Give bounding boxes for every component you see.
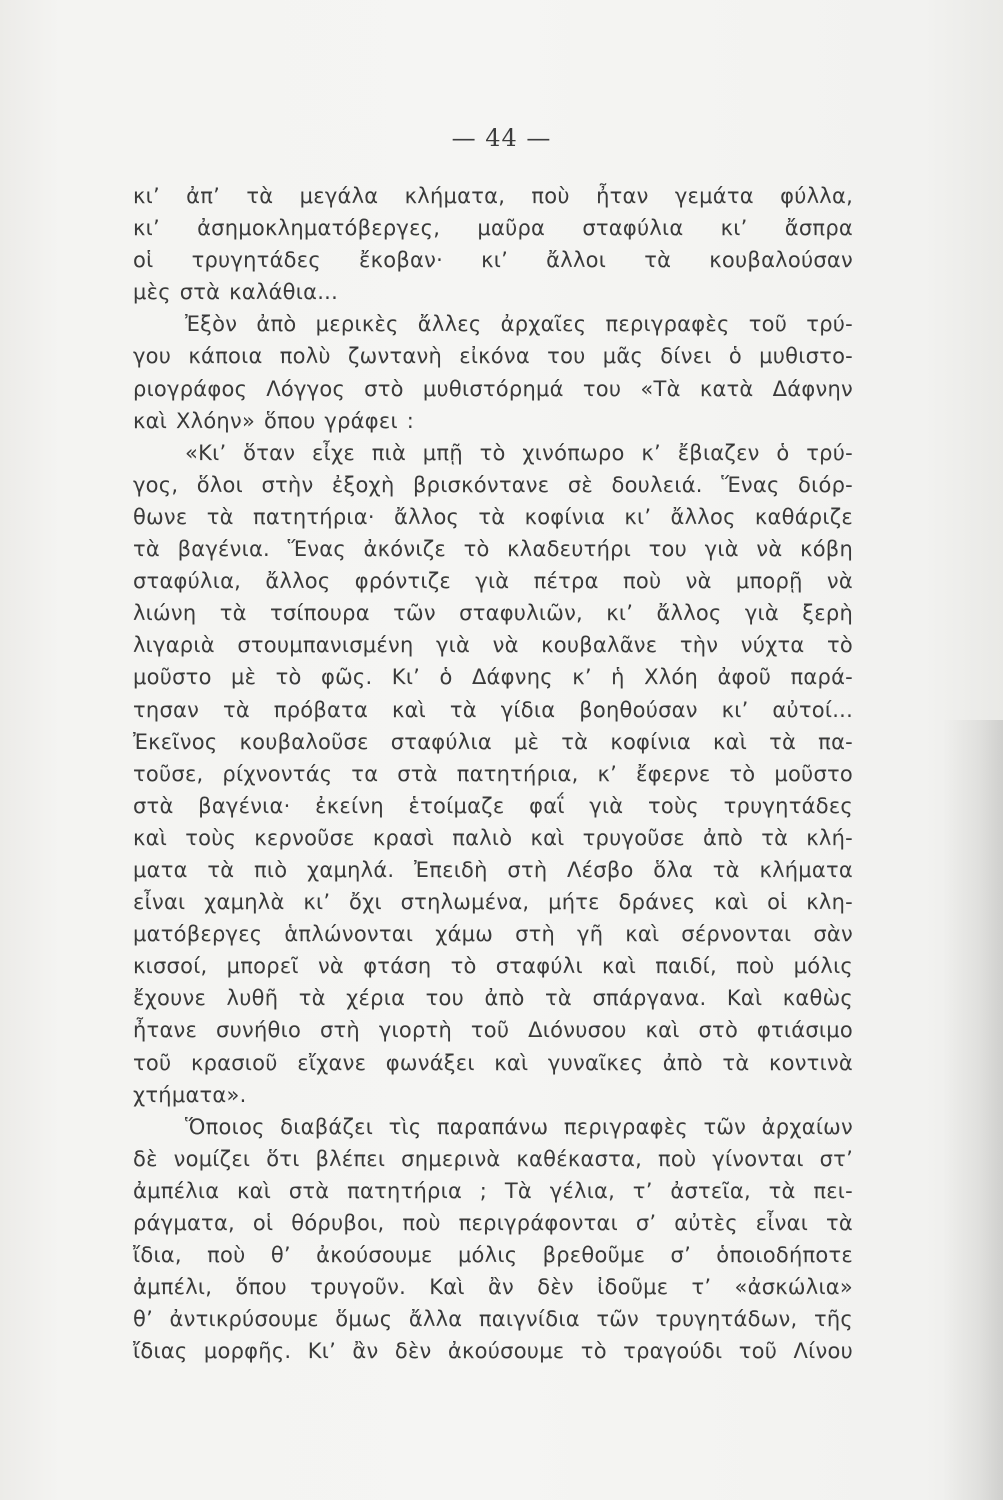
text-line: δὲ νομίζει ὅτι βλέπει σημερινὰ καθέκαστα, ποὺ γίνονται στ’ <box>133 1146 853 1171</box>
text-line: τοῦ κρασιοῦ εἴχανε φωνάξει καὶ γυναῖκες ἀπὸ τὰ κοντινὰ <box>133 1050 853 1075</box>
page-edge-shadow <box>943 720 1003 1500</box>
text-line: ριογράφος Λόγγος στὸ μυθιστόρημά του «Τὰ κατὰ Δάφνην <box>133 376 853 401</box>
text-line: Ὅποιος διαβάζει τὶς παραπάνω περιγραφὲς τῶν ἀρχαίων <box>185 1114 853 1139</box>
text-line: ματόβεργες ἁπλώνονται χάμω στὴ γῆ καὶ σέρνονται σὰν <box>133 922 853 947</box>
text-line: στὰ βαγένια· ἐκείνη ἑτοίμαζε φαΐ γιὰ τοὺς τρυγητάδες <box>133 793 853 818</box>
text-line: καὶ Χλόην» ὅπου γράφει : <box>133 408 415 433</box>
text-line: γος, ὅλοι στὴν ἐξοχὴ βρισκόντανε σὲ δουλειά. Ἕνας διόρ- <box>133 472 853 497</box>
text-line: χτήματα». <box>133 1082 247 1107</box>
text-line: λιγαριὰ στουμπανισμένη γιὰ νὰ κουβαλᾶνε τὴν νύχτα τὸ <box>133 633 853 658</box>
text-line: ἀμπέλι, ὅπου τρυγοῦν. Καὶ ἂν δὲν ἰδοῦμε τ’ «ἀσκώλια» <box>133 1275 853 1300</box>
text-line: λιώνη τὰ τσίπουρα τῶν σταφυλιῶν, κι’ ἄλλος γιὰ ξερὴ <box>133 601 853 626</box>
text-line: ἴδια, ποὺ θ’ ἀκούσουμε μόλις βρεθοῦμε σ’ ὁποιοδήποτε <box>133 1243 853 1268</box>
text-line: εἶναι χαμηλὰ κι’ ὄχι στηλωμένα, μήτε δράνες καὶ οἱ κλη- <box>133 890 853 915</box>
text-line: ἦτανε συνήθιο στὴ γιορτὴ τοῦ Διόνυσου καὶ στὸ φτιάσιμο <box>133 1018 853 1043</box>
text-line: ματα τὰ πιὸ χαμηλά. Ἐπειδὴ στὴ Λέσβο ὅλα τὰ κλήματα <box>133 857 853 882</box>
text-line: μὲς στὰ καλάθια... <box>133 280 338 305</box>
text-line: μοῦστο μὲ τὸ φῶς. Κι’ ὁ Δάφνης κ’ ἡ Χλόη ἀφοῦ παρά- <box>133 665 853 690</box>
body-text <box>133 180 853 1367</box>
text-line: Ἐξὸν ἀπὸ μερικὲς ἄλλες ἀρχαῖες περιγραφὲς τοῦ τρύ- <box>185 312 853 337</box>
text-line: τὰ βαγένια. Ἕνας ἀκόνιζε τὸ κλαδευτήρι του γιὰ νὰ κόβη <box>133 537 853 562</box>
text-line: σταφύλια, ἄλλος φρόντιζε γιὰ πέτρα ποὺ νὰ μπορῇ νὰ <box>133 569 853 594</box>
text-line: ἀμπέλια καὶ στὰ πατητήρια ; Τὰ γέλια, τ’ ἀστεῖα, τὰ πει- <box>133 1178 853 1203</box>
page-number: — 44 — <box>451 124 552 152</box>
text-line: θ’ ἀντικρύσουμε ὅμως ἄλλα παιγνίδια τῶν τρυγητάδων, τῆς <box>133 1307 853 1332</box>
text-line: κι’ ἀσημοκληματόβεργες, μαῦρα σταφύλια κι’ ἄσπρα <box>133 216 853 241</box>
text-line: θωνε τὰ πατητήρια· ἄλλος τὰ κοφίνια κι’ ἄλλος καθάριζε <box>133 504 853 529</box>
text-line: οἱ τρυγητάδες ἔκοβαν· κι’ ἄλλοι τὰ κουβαλούσαν <box>133 248 853 273</box>
text-line: ἴδιας μορφῆς. Κι’ ἂν δὲν ἀκούσουμε τὸ τραγούδι τοῦ Λίνου <box>133 1339 853 1364</box>
text-line: κισσοί, μπορεῖ νὰ φτάση τὸ σταφύλι καὶ παιδί, ποὺ μόλις <box>133 954 853 979</box>
text-line: τοῦσε, ρίχνοντάς τα στὰ πατητήρια, κ’ ἔφερνε τὸ μοῦστο <box>133 761 853 786</box>
text-line: κι’ ἀπ’ τὰ μεγάλα κλήματα, ποὺ ἦταν γεμάτα φύλλα, <box>133 184 853 208</box>
text-line: ράγματα, οἱ θόρυβοι, ποὺ περιγράφονται σ’ αὐτὲς εἶναι τὰ <box>133 1211 853 1235</box>
text-line: καὶ τοὺς κερνοῦσε κρασὶ παλιὸ καὶ τρυγοῦσε ἀπὸ τὰ κλή- <box>133 825 853 850</box>
text-line: γου κάποια πολὺ ζωντανὴ εἰκόνα του μᾶς δίνει ὁ μυθιστο- <box>133 344 853 369</box>
text-line: «Κι’ ὅταν εἶχε πιὰ μπῇ τὸ χινόπωρο κ’ ἔβιαζεν ὁ τρύ- <box>185 440 853 465</box>
text-line: ἔχουνε λυθῆ τὰ χέρια του ἀπὸ τὰ σπάργανα. Καὶ καθὼς <box>133 986 853 1011</box>
text-line: Ἐκεῖνος κουβαλοῦσε σταφύλια μὲ τὰ κοφίνια καὶ τὰ πα- <box>133 729 853 754</box>
text-line: τησαν τὰ πρόβατα καὶ τὰ γίδια βοηθούσαν κι’ αὐτοί... <box>133 697 853 722</box>
